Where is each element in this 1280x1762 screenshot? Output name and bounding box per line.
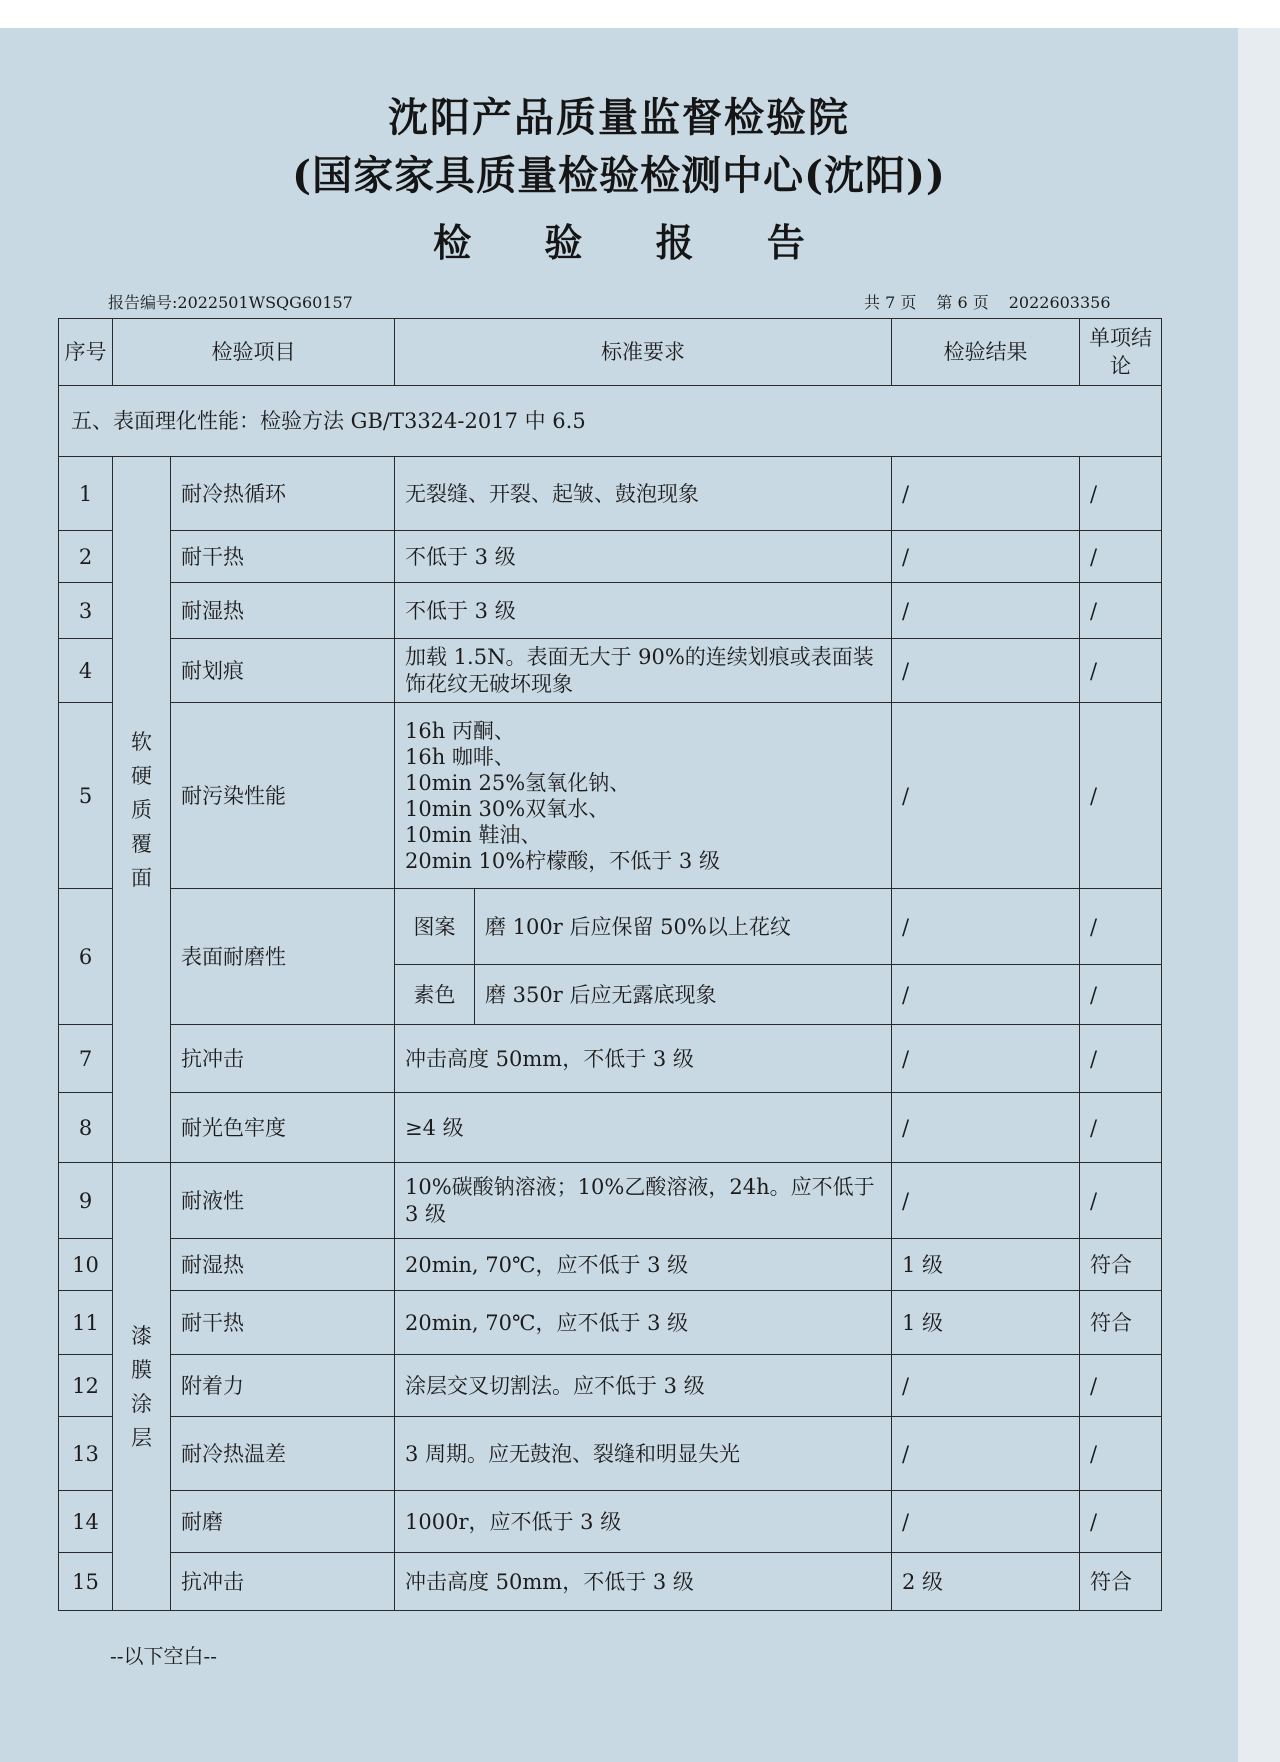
row-conclusion: 符合 <box>1080 1239 1162 1291</box>
group-label-laminate: 软硬质覆面 <box>113 457 171 1163</box>
row-item: 耐干热 <box>171 531 395 583</box>
table-row <box>59 1417 1162 1491</box>
row-conclusion: / <box>1080 1417 1162 1491</box>
row-result: / <box>892 531 1080 583</box>
table-row <box>59 1163 1162 1239</box>
row-item: 耐冷热温差 <box>171 1417 395 1491</box>
row-conclusion: / <box>1080 1093 1162 1163</box>
institute-name: 沈阳产品质量监督检验院 <box>388 94 850 141</box>
row-item: 表面耐磨性 <box>171 889 395 1025</box>
req-line: 10min 25%氢氧化钠、 <box>405 770 631 795</box>
row-no: 2 <box>59 531 113 583</box>
row-result: 1 级 <box>892 1239 1080 1291</box>
row-requirement: 磨 350r 后应无露底现象 <box>475 965 892 1025</box>
row-requirement: 涂层交叉切割法。应不低于 3 级 <box>395 1355 892 1417</box>
header-result: 检验结果 <box>892 319 1080 386</box>
row-requirement: 加载 1.5N。表面无大于 90%的连续划痕或表面装饰花纹无破坏现象 <box>395 639 892 703</box>
row-conclusion: / <box>1080 1025 1162 1093</box>
row-requirement: ≥4 级 <box>395 1093 892 1163</box>
row-item: 耐划痕 <box>171 639 395 703</box>
req-line: 16h 丙酮、 <box>405 718 515 743</box>
table-row <box>59 457 1162 531</box>
row-item: 耐光色牢度 <box>171 1093 395 1163</box>
row-conclusion: / <box>1080 639 1162 703</box>
row-no: 10 <box>59 1239 113 1291</box>
blank-below-note: --以下空白-- <box>110 1644 218 1668</box>
header-item: 检验项目 <box>113 319 395 386</box>
row-requirement: 磨 100r 后应保留 50%以上花纹 <box>475 889 892 965</box>
req-line: 20min 10%柠檬酸，不低于 3 级 <box>405 848 720 873</box>
req-line: 10min 30%双氧水、 <box>405 796 610 821</box>
header-conclusion: 单项结论 <box>1080 319 1162 386</box>
table-header-row <box>59 319 1162 386</box>
current-page: 第 6 页 <box>936 293 989 312</box>
row-item: 抗冲击 <box>171 1553 395 1611</box>
row-result: / <box>892 1093 1080 1163</box>
row-item: 耐湿热 <box>171 583 395 639</box>
row-requirement: 冲击高度 50mm，不低于 3 级 <box>395 1025 892 1093</box>
table-row <box>59 1491 1162 1553</box>
center-name: (国家家具质量检验检测中心(沈阳)) <box>292 152 946 199</box>
total-pages: 共 7 页 <box>864 293 917 312</box>
row-item: 抗冲击 <box>171 1025 395 1093</box>
row-requirement: 不低于 3 级 <box>395 531 892 583</box>
row-no: 9 <box>59 1163 113 1239</box>
row-conclusion: / <box>1080 965 1162 1025</box>
row-item: 耐污染性能 <box>171 703 395 889</box>
row-conclusion: 符合 <box>1080 1553 1162 1611</box>
row-conclusion: / <box>1080 457 1162 531</box>
section-title: 五、表面理化性能：检验方法 GB/T3324-2017 中 6.5 <box>59 386 1162 457</box>
row-conclusion: 符合 <box>1080 1291 1162 1355</box>
row-no: 7 <box>59 1025 113 1093</box>
row-item: 耐冷热循环 <box>171 457 395 531</box>
row-no: 3 <box>59 583 113 639</box>
report-number: 报告编号:2022501WSQG60157 <box>108 293 353 312</box>
group-label-coating: 漆膜涂层 <box>113 1163 171 1611</box>
row-result: 2 级 <box>892 1553 1080 1611</box>
row-item: 附着力 <box>171 1355 395 1417</box>
row-conclusion: / <box>1080 1163 1162 1239</box>
sub-type: 素色 <box>395 965 475 1025</box>
row-requirement: 冲击高度 50mm，不低于 3 级 <box>395 1553 892 1611</box>
table-row <box>59 1553 1162 1611</box>
page-info <box>864 290 1131 313</box>
row-result: / <box>892 1025 1080 1093</box>
row-result: / <box>892 1491 1080 1553</box>
row-no: 14 <box>59 1491 113 1553</box>
report-title: 检 验 报 告 <box>433 220 835 265</box>
table-row <box>59 1239 1162 1291</box>
table-row <box>59 1291 1162 1355</box>
row-result: / <box>892 1355 1080 1417</box>
header-seq: 序号 <box>59 319 113 386</box>
row-no: 15 <box>59 1553 113 1611</box>
sub-type: 图案 <box>395 889 475 965</box>
table-row <box>59 639 1162 703</box>
row-result: / <box>892 639 1080 703</box>
row-result: 1 级 <box>892 1291 1080 1355</box>
row-requirement: 20min, 70℃，应不低于 3 级 <box>395 1291 892 1355</box>
page-margin <box>1238 28 1280 1762</box>
req-line: 16h 咖啡、 <box>405 744 515 769</box>
table-row <box>59 889 1162 965</box>
row-conclusion: / <box>1080 889 1162 965</box>
row-no: 5 <box>59 703 113 889</box>
table-row <box>59 583 1162 639</box>
row-item: 耐磨 <box>171 1491 395 1553</box>
row-conclusion: / <box>1080 1355 1162 1417</box>
section-row <box>59 386 1162 457</box>
row-result: / <box>892 457 1080 531</box>
row-result: / <box>892 583 1080 639</box>
doc-code: 2022603356 <box>1008 293 1111 312</box>
req-line: 10min 鞋油、 <box>405 822 542 847</box>
row-requirement: 3 周期。应无鼓泡、裂缝和明显失光 <box>395 1417 892 1491</box>
table-row <box>59 531 1162 583</box>
row-no: 1 <box>59 457 113 531</box>
row-requirement: 1000r，应不低于 3 级 <box>395 1491 892 1553</box>
row-result: / <box>892 703 1080 889</box>
row-conclusion: / <box>1080 583 1162 639</box>
row-result: / <box>892 1417 1080 1491</box>
row-requirement: 10%碳酸钠溶液；10%乙酸溶液，24h。应不低于 3 级 <box>395 1163 892 1239</box>
row-no: 13 <box>59 1417 113 1491</box>
row-no: 8 <box>59 1093 113 1163</box>
row-result: / <box>892 965 1080 1025</box>
row-item: 耐液性 <box>171 1163 395 1239</box>
row-requirement: 无裂缝、开裂、起皱、鼓泡现象 <box>395 457 892 531</box>
row-result: / <box>892 1163 1080 1239</box>
table-row <box>59 1355 1162 1417</box>
row-conclusion: / <box>1080 703 1162 889</box>
row-item: 耐干热 <box>171 1291 395 1355</box>
row-no: 4 <box>59 639 113 703</box>
row-requirement <box>395 703 892 889</box>
row-conclusion: / <box>1080 531 1162 583</box>
row-no: 12 <box>59 1355 113 1417</box>
table-row <box>59 1093 1162 1163</box>
row-requirement: 不低于 3 级 <box>395 583 892 639</box>
row-no: 11 <box>59 1291 113 1355</box>
table-row <box>59 1025 1162 1093</box>
header-standard: 标准要求 <box>395 319 892 386</box>
row-conclusion: / <box>1080 1491 1162 1553</box>
row-result: / <box>892 889 1080 965</box>
inspection-table <box>58 318 1162 1611</box>
row-requirement: 20min, 70℃，应不低于 3 级 <box>395 1239 892 1291</box>
row-no: 6 <box>59 889 113 1025</box>
table-row <box>59 703 1162 889</box>
row-item: 耐湿热 <box>171 1239 395 1291</box>
